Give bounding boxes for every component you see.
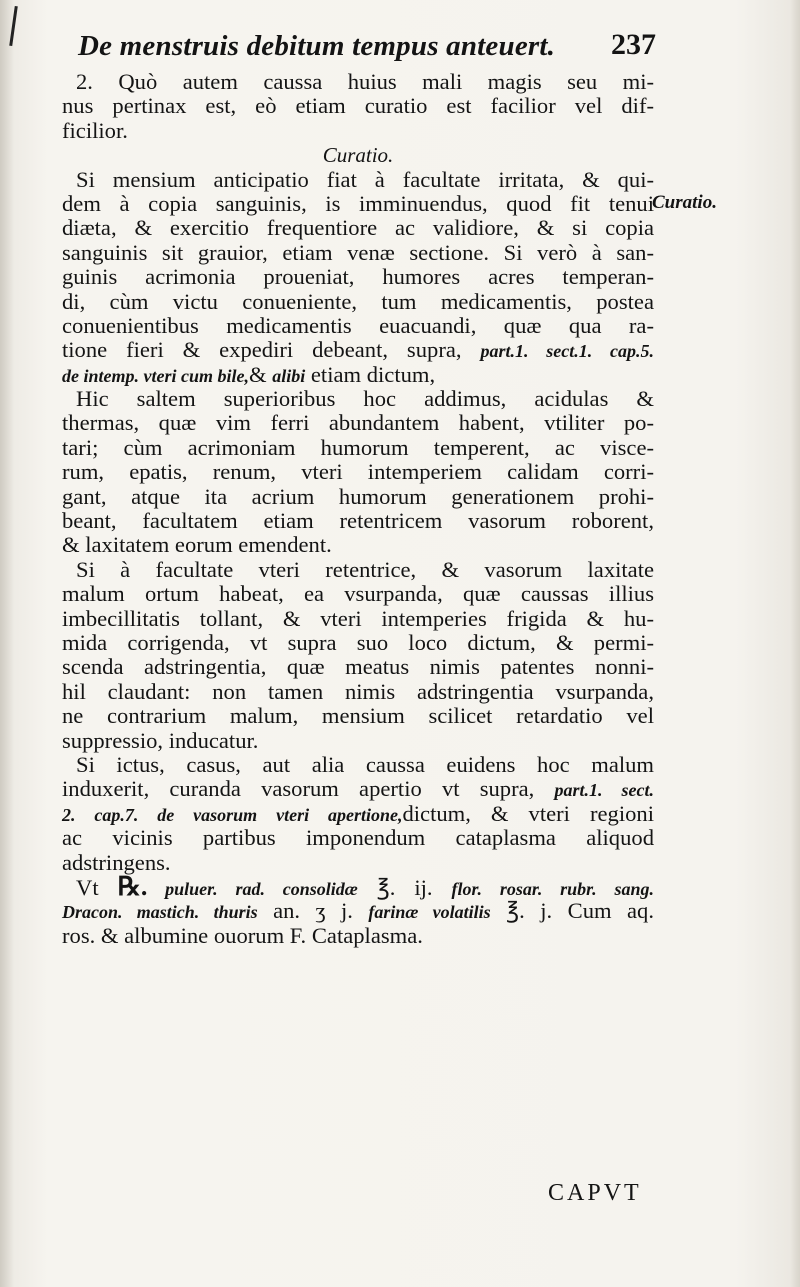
text-line: hil claudant: non tamen nimis adstringentia vsurpanda, bbox=[62, 678, 654, 704]
text-line bbox=[62, 777, 654, 801]
text-line: thermas, quæ vim ferri abundantem habent, vtiliter po- bbox=[62, 410, 654, 436]
text-line: Si mensium anticipatio fiat à facultate irritata, & qui- bbox=[76, 166, 654, 192]
text-line: mida corrigenda, vt supra suo loco dictum, & permi- bbox=[62, 629, 654, 655]
text-line: imbecillitatis tollant, & vteri intemperies frigida & hu- bbox=[62, 605, 654, 631]
page-edge-left bbox=[0, 0, 14, 1287]
text-run: ros. & albumine ouorum F. Cataplasma. bbox=[62, 922, 423, 948]
text-line: tari; cùm acrimoniam humorum temperent, ac visce- bbox=[62, 434, 654, 460]
reference-citation: alibi bbox=[272, 365, 306, 386]
text-line bbox=[62, 826, 654, 850]
reference-citation: part.1. sect.1. cap.5. bbox=[480, 341, 654, 362]
recipe-line bbox=[62, 871, 654, 901]
text-line bbox=[62, 851, 654, 875]
text-run: an. ʒ j. bbox=[257, 898, 369, 924]
reference-citation: part.1. sect. bbox=[554, 780, 655, 801]
text-line bbox=[62, 753, 654, 777]
text-line: 2. Quò autem caussa huius mali magis seu mi- bbox=[76, 69, 654, 94]
text-run: Si ictus, casus, aut alia caussa euidens hoc malum bbox=[76, 751, 654, 777]
text-run: Vt bbox=[76, 874, 118, 900]
text-line: di, cùm victu conueniente, tum medicamentis, postea bbox=[62, 288, 654, 314]
text-line: & laxitatem eorum emendent. bbox=[62, 532, 332, 558]
text-line: sanguinis sit grauior, etiam venæ sectione. Si verò à san- bbox=[62, 239, 654, 265]
text-run: adstringens. bbox=[62, 849, 171, 875]
text-line: rum, epatis, renum, vteri intemperiem calidam corri- bbox=[62, 459, 654, 485]
text-line: guinis acrimonia proueniat, humores acres temperan- bbox=[62, 264, 654, 290]
text-run: dictum, & vteri regioni bbox=[402, 800, 654, 826]
ingredient-name: farinæ volatilis bbox=[368, 902, 491, 923]
reference-citation: de intemp. vteri cum bile, bbox=[62, 365, 249, 386]
text-line bbox=[62, 802, 654, 826]
text-line: ne contrarium malum, mensium scilicet retardatio vel bbox=[62, 703, 654, 729]
text-run: ac vicinis partibus imponendum cataplasma aliquod bbox=[62, 825, 654, 851]
ingredient-name: flor. rosar. rubr. sang. bbox=[451, 878, 654, 899]
catchword: CAPVT bbox=[548, 1180, 642, 1206]
text-run: etiam dictum, bbox=[305, 361, 436, 387]
margin-note: Curatio. bbox=[652, 192, 717, 213]
text-line bbox=[62, 338, 654, 362]
recipe-line bbox=[62, 899, 654, 923]
text-run: induxerit, curanda vasorum apertio vt supra, bbox=[62, 776, 555, 802]
text-line: nus pertinax est, eò etiam curatio est facilior vel dif- bbox=[62, 93, 654, 119]
running-title: De menstruis debitum tempus anteuert. bbox=[78, 30, 556, 62]
recipe-symbol: ℞. bbox=[117, 871, 148, 901]
text-run: tione fieri & expediri debeant, supra, bbox=[62, 337, 481, 363]
ingredient-name: Dracon. mastich. thuris bbox=[62, 902, 258, 923]
page-number: 237 bbox=[611, 28, 656, 61]
section-heading: Curatio. bbox=[322, 143, 394, 168]
text-line: beant, facultatem etiam retentricem vasorum roborent, bbox=[62, 508, 654, 534]
text-run: ℥. ij. bbox=[357, 874, 452, 900]
text-line: conuenientibus medicamentis euacuandi, quæ qua ra- bbox=[62, 312, 654, 338]
text-line: dem à copia sanguinis, is imminuendus, quod fit tenui bbox=[62, 190, 654, 216]
text-run: & bbox=[248, 361, 273, 387]
text-line: malum ortum habeat, ea vsurpanda, quæ caussas illius bbox=[62, 581, 654, 607]
text-line: Si à facultate vteri retentrice, & vasorum laxitate bbox=[76, 556, 654, 582]
text-line: diæta, & exercitio frequentiore ac validiore, & si copia bbox=[62, 215, 654, 241]
page-edge-right bbox=[790, 0, 800, 1287]
text-line: suppressio, inducatur. bbox=[62, 727, 259, 753]
reference-citation: 2. cap.7. de vasorum vteri apertione, bbox=[62, 804, 403, 825]
body-text bbox=[62, 70, 654, 948]
text-line bbox=[62, 363, 654, 387]
recipe-line bbox=[62, 924, 654, 948]
page-header bbox=[78, 28, 656, 68]
text-line: ficilior. bbox=[62, 117, 128, 143]
ingredient-name: puluer. rad. consolidæ bbox=[147, 878, 358, 899]
text-line: gant, atque ita acrium humorum generationem prohi- bbox=[62, 483, 654, 509]
text-run: ℥. j. Cum aq. bbox=[490, 898, 654, 924]
text-line: Hic saltem superioribus hoc addimus, acidulas & bbox=[76, 386, 654, 412]
text-line: scenda adstringentia, quæ meatus nimis patentes nonni- bbox=[62, 654, 654, 680]
